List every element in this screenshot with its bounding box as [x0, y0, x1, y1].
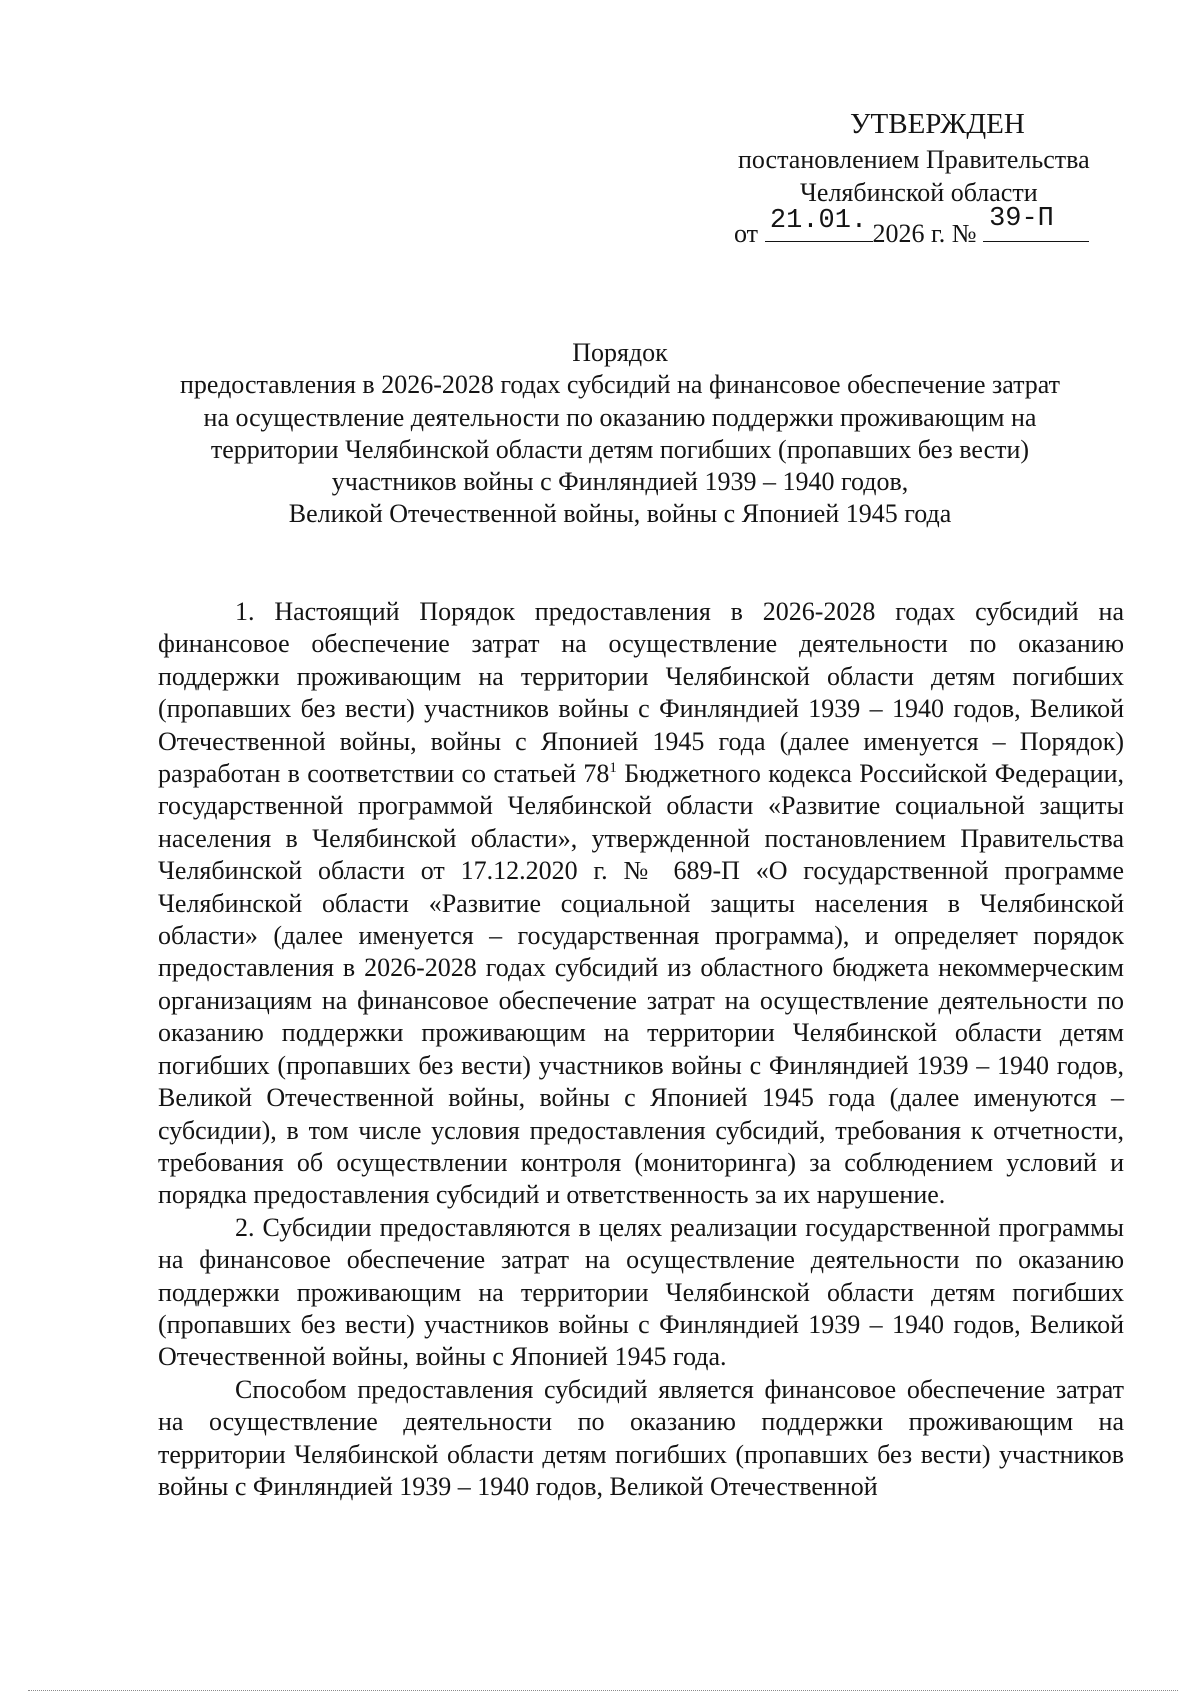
- year-suffix: 2026 г. №: [872, 219, 977, 248]
- title-line: участников войны с Финляндией 1939 – 1940 годов,: [331, 467, 909, 497]
- paragraph-1-start: 1. Настоящий Порядок предоставления в 2026-2028 годах субсидий на финансовое обеспечение затрат на осуществление деятельности по оказанию поддержки проживающим на территории Челябинской области детям погибших (пропавших без вести) участников войны с Финляндией 1939 – 1940 годов, Великой Отечественной войны, войны с Японией 1945 года (далее именуется – Порядок) разработан в соответствии со статьей 78: [158, 597, 1124, 789]
- approval-region: Челябинской области: [800, 178, 1038, 207]
- title-line: территории Челябинской области детям погибших (пропавших без вести): [210, 434, 1030, 464]
- article-superscript: 1: [609, 760, 617, 777]
- date-prefix: от: [734, 219, 759, 248]
- number-field: [983, 204, 1089, 242]
- page-edge-rule: [28, 1690, 1178, 1691]
- approval-authority: постановлением Правительства: [738, 145, 1090, 174]
- document-title: [130, 337, 1110, 531]
- title-heading: Порядок: [572, 338, 668, 367]
- approved-heading: УТВЕРЖДЕН: [850, 108, 1025, 140]
- title-line: предоставления в 2026-2028 годах субсидий на финансовое обеспечение затрат: [179, 370, 1061, 400]
- paragraph-1-end: Бюджетного кодекса Российской Федерации, государственной программой Челябинской области «Развитие социальной защиты населения в Челябинской области», утвержденной постановлением Правительства Челябинской области от 17.12.2020 г. № 689-П «О государственной программе Челябинской области «Развитие социальной защиты населения в Челябинской области» (далее именуется – государственная программа), и определяет порядок предоставления в 2026-2028 годах субсидий из областного бюджета некоммерческим организациям на финансовое обеспечение затрат на осуществление деятельности по оказанию поддержки проживающим на территории Челябинской области детям погибших (пропавших без вести) участников войны с Финляндией 1939 – 1940 годов, Великой Отечественной войны, войны с Японией 1945 года (далее именуются – субсидии), в том числе условия предоставления субсидий, требования к отчетности, требования об осуществлении контроля (мониторинга) за соблюдением условий и порядка предоставления субсидий и ответственность за их нарушение.: [158, 759, 1124, 1210]
- number-typed: 39-П: [989, 204, 1054, 234]
- title-line: Великой Отечественной войны, войны с Японией 1945 года: [288, 499, 952, 529]
- date-typed: 21.01.: [769, 206, 868, 236]
- paragraph-2: 2. Субсидии предоставляются в целях реализации государственной программы на финансовое обеспечение затрат на осуществление деятельности по оказанию поддержки проживающим на территории Челябинской области детям погибших (пропавших без вести) участников войны с Финляндией 1939 – 1940 годов, Великой Отечественной войны, войны с Японией 1945 года.: [158, 1212, 1124, 1372]
- paragraph-3: Способом предоставления субсидий является финансовое обеспечение затрат на осуществление деятельности по оказанию поддержки проживающим на территории Челябинской области детям погибших (пропавших без вести) участников войны с Финляндией 1939 – 1940 годов, Великой Отечественной: [158, 1374, 1124, 1501]
- paragraph-1: [158, 596, 1124, 1212]
- document-body: [158, 596, 1124, 1503]
- approval-date-line: [734, 204, 1089, 250]
- title-line: на осуществление деятельности по оказанию поддержки проживающим на: [203, 402, 1037, 432]
- date-field: [765, 206, 873, 242]
